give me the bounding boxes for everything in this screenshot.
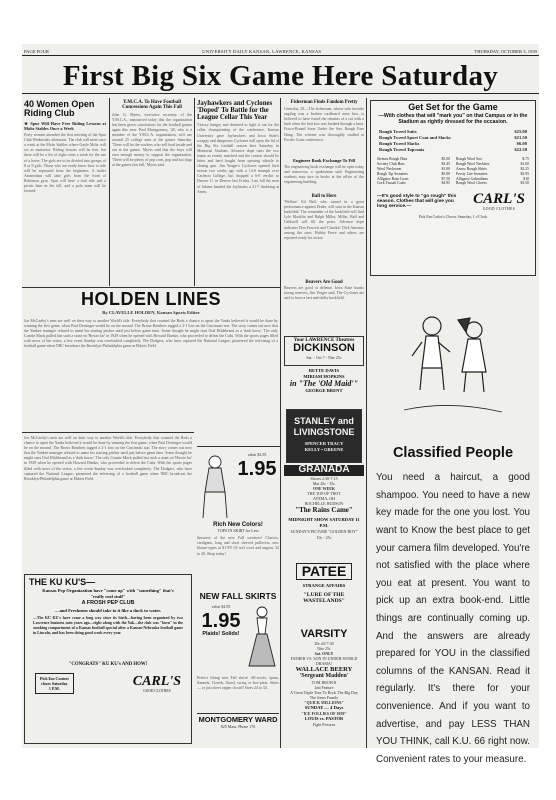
ad-tagline: —It's good style to "go rough" this season. Clothes that will give you long service.—	[377, 194, 457, 210]
classified-ad	[370, 444, 536, 765]
holden-lines-column	[24, 290, 278, 430]
article-body: Forty women attended the first meeting of the Spur Club Wednesday afternoon. The club will meet once a week at the Mohr Stables where Gayle Mohr will act as instructor. Riding lessons will be free, but there will be a fee of eight cents a week for the use of a horse. The girls are to be divided into groups of 8 or 9 girls. Those who are ready know how to ride will be separated from the beginners. A trailer Amsterdam will take girls from the front of Robinson gym. Spur will have a trail ride and a picnic later in the fall, and a polo team will be formed.	[24, 133, 106, 194]
price-row: Rough Tweed Sport Coat and Slacks $21.50	[379, 135, 527, 141]
article-headline: 40 Women Open Riding Club	[24, 99, 95, 119]
jayhawkers-article	[197, 100, 279, 285]
sweater-price: 1.95	[237, 458, 277, 480]
ad-bottom	[377, 192, 529, 211]
price-row: Rough Tweed Topcoats $22.50	[379, 147, 527, 153]
classified-body: You need a haircut, a good shampoo. You need to have a new key made for the one you lost. You want to Know the best place to get your camera film developed. You're not satisfied with the place where you eat at present. You want to pick up an extra book-end. Little things are continually coming up. And the answers are already prepared for YOU in the classified columns of the KANSAN. Read it regularly. It's there for your convenience. And if you want to advertise, and pay LESS THAN YOU THINK, call K.U. 66 right now. Convenient rates to your measure.	[376, 472, 530, 765]
holden-continued: Joe McCarthy's men are well on their way to another World's title. Everybody that counted the Reds a chance to upset the Yanks believed it would be done by winning the first game, when Paul Derringer would be on the mound. The Bronx Bombers tagged a 2-1 loss on the Cincinnati star. The story comes out now that the Yankee manager refused to name his starting pitcher until just before game time. Some thought he might start Oral Hildebrand as a 'dark horse.' The only Connie Mack pulled last such a stunt on 'Howie Jar' in 1929 when he opened with Howard Ehmke, who proceeded to defeat the Cubs. With the sports pages filled with news of the series, a few event Sunday was overlooked completely. The Dodgers, who have captured the National League, pioneered the televising of a football game when NBC broadcast the Brooklyn-Philadelphia game at Ebbets Field.	[24, 436, 192, 481]
banner-headline: First Big Six Game Here Saturday	[22, 58, 539, 94]
page-number: PAGE FOUR	[24, 49, 49, 54]
column-byline: By CLAVELLE HOLDEN, Kansan Sports Editor	[102, 309, 200, 315]
ad-subtitle: —With clothes that will "mark you" on that Campus or in the Stadium as rightly dressed for the occasion.	[378, 113, 528, 125]
article-body: 'Welfare' Ed Ball, who turned in a great performance against Drake, will start in the Kansas backfield. The remainder of the backfield will find Lyle Macklin and Ralph Miller, Miller, Ball and Caldwell will fill the posts. Advance dope indicates Don Fawcett and 'Chuckie' Dick Amerine among the stars. Hobby Perce and others are reported ready for action.	[284, 200, 364, 240]
granada-ad: GRANADA Shows 2:30-7:15 Mat 20c - 35c ONE WEEK THE TOP OF TROT AYEMA, OH ROCHELLE HUDSON "The Rains Came" MIDNIGHT SHOW SATURDAY 11 P.M. SUNDAY'S PICTURE "GOLDEN BOY" 10c - 25c	[284, 465, 364, 561]
price-list	[379, 129, 527, 153]
carls-get-set-ad	[370, 100, 536, 276]
section-rule	[197, 446, 281, 447]
skirt-price: 1.95	[201, 609, 241, 632]
stanley-livingstone-ad: STANLEY and LIVINGSTONE SPENCER TRACY KELLY • GREENE	[286, 409, 362, 463]
price-row: Rough Tweed Slacks $6.00	[379, 141, 527, 147]
masthead	[22, 44, 539, 56]
article-body: John G. Myers, executive secretary of the Y.M.C.A., announced today that the organization has been given concessions for the football games again this year. Paul Montgomery, '40, who is a member of the Y.M.C.A. organization, will use around 25 college men at the games Saturday. 'These will be the workers who sell food inside and out at the games. Myers said that the boys will earn enough money to support the organization. 'There will be plenty of pop corn, pop and hot dogs at the games this fall,' Myers said.	[112, 112, 192, 168]
carls-logo: CARL'S GOOD CLOTHES	[132, 673, 181, 693]
accessory-list-left: Stetson Rough Hats $5.00 Society Club Hats $3.45 Wool Neckwear $1.00 Rough Tip Sweaters $5.00 Alligator Rain Coats $7.50 Cork Tussah Coats $4.95	[377, 157, 450, 186]
article-body: Beavers are good at defense. Iowa State boasts strong reserves, Jim Yeager said. The Cyclones are said to have a fast and shifty backfield.	[284, 286, 364, 301]
varsity-ad: VARSITY 20c till 7:30 Nite 25c Sat. ONLY FATHER VS. SON IN UNDER-WORLD DRAMA! WALLACE BEERY 'Sergeant Madden' TOM BROWN 2nd Feature A Great Triple Tour To Rock The Big Day The Jones Family "QUICK MILLIONS" SUNDAY — 4 Days "ICE FOLLIES OF 1939" LOUIS vs. PASTOR Fight Pictures	[290, 628, 358, 727]
article-headline: Jayhawkers and Cyclones 'Doped' To Battle for the League Cellar This Year	[197, 100, 273, 122]
kuku-ad: THE KU KU'S— Kansas Pep Organization have "come up" with "something" that's "really real stuff" A FROSH PEP CLUB —and Freshmen should take to it like a duck to water. —The KU KU's have come a long way since its birth—having been organized by two Lawrence business men years ago—right along with the Yak—the club was "born" in the smoking compartment of a Kansas football special after a Kansas-Nebraska football game in Lincoln, and has been doing good work every year. "CONGRATS" KU KU's AND HOW! Pick Em Contest closes Saturday 1 P.M. CARL'S GOOD CLOTHES	[24, 574, 192, 744]
column-rule	[109, 98, 110, 286]
carls-cartoon-ad	[370, 280, 536, 442]
accessory-list-right: Rough Wool Sox $.75 Rough Wool Neckties $1.00 Arrow Rough Shirts $2.25 Frosty Lite Sweaters $2.95 Alligator Gabardines $10 Rough Wool Gloves $3.50	[456, 157, 529, 186]
section-rule	[22, 287, 280, 288]
dickinson-name: DICKINSON	[293, 342, 355, 355]
ward-skirt-ad: NEW FALL SKIRTS value $2.95 1.95 Plaids! Solids! Perfect fitting new Fall skirts! All-wools, spuns, flannels, Goreds, flared, swing or box-pleat. Shirts — or just sheer zipper closed! Sizes 24 to 34. MONTGOMERY WARD 825 Mass. Phone 170	[197, 591, 279, 729]
dickinson-ad: BETTE DAVIS MIRIAM HOPKINS in "The 'Old Maid'" GEORGE BRENT	[289, 368, 359, 394]
newspaper-page	[22, 44, 539, 765]
column-rule	[366, 98, 367, 748]
article-headline: Y.M.C.A. To Have Football Concessions Again This Fall	[122, 100, 182, 111]
article-body: Victory hungry and destined to fight it out for the cellar championship of the conference, Kansas University gave Jayhawkers and Iowa State's scrappy and dangerous Cyclones will open the lid of the Big Six football season here Saturday in Memorial Stadium. Advance dope rates the two teams as evenly matched and the contest should be bitter and hard fought from opening whistle to closing gun. Jim Yeager's Cyclones opened their season two weeks ago with a 14-6 triumph over Carleton College, but dropped a 6-0 verdict to Denver U. in Denver last Friday. Last fall the men of Adams handed the Jayhawks a 21-7 drubbing at Ames.	[197, 123, 279, 194]
pick-em-contest-box: Pick Em Contest closes Saturday 1 P.M.	[35, 673, 74, 694]
article-headline: Beavers Are Good	[305, 280, 343, 286]
paper-name: UNIVERSITY DAILY KANSAN, LAWRENCE, KANSAS	[202, 49, 322, 54]
ball-article	[284, 194, 364, 334]
ad-footer: Pick Em Carlos's Clown, Saturday, 1 o'Clock	[418, 215, 488, 220]
issue-date: THURSDAY, OCTOBER 5, 1939	[474, 49, 537, 54]
ad-title: Get Set for the Game	[408, 102, 498, 112]
ward-logo: MONTGOMERY WARD	[198, 714, 278, 724]
carls-logo: CARL'S GOOD CLOTHES	[473, 191, 525, 212]
article-headline: Ball to Here	[311, 194, 337, 199]
article-subhead: ★ Spur Will Have Free Riding Lessons at Mohr Stables Once a Week	[24, 120, 106, 131]
riding-club-article	[24, 100, 106, 285]
ymca-article	[112, 100, 192, 285]
theatres-header: Your LAWRENCE Theatres DICKINSON Sat. - Oct 7 - Nite 25c	[284, 336, 364, 366]
cartoon-illustration	[370, 280, 536, 440]
accessory-lists	[377, 157, 529, 186]
column-rule	[280, 98, 281, 748]
column-title: HOLDEN LINES	[80, 289, 221, 309]
article-body: Centralia, Ill.—The fisherman, whose sole favorite angling was a broken cardboard rinse box, is believed to have found the remains of a cat with a bath when the bait box was hooked through a knot. Frisco-Bound Soon Under the Sea. Rough Fare Hung. The scheme was thoroughly studied at Pacific Coast conference.	[284, 107, 364, 142]
price-row: Rough Tweed Suits $25.00	[379, 129, 527, 135]
article-headline: Fisherman Finds Fandom Pretty	[290, 100, 358, 105]
patee-ad: PATEE STRANGE AFFAIRS "LURE OF THE WASTELANDS"	[284, 563, 364, 623]
column-rule	[194, 98, 195, 286]
article-headline: Engineer Book Exchange To Fill	[293, 158, 355, 164]
article-body: The engineering book exchange will be open today and tomorrow, a spokesman said. Engineering students may turn in books at the office of the engineering building.	[284, 164, 364, 185]
classified-title: Classified People	[392, 445, 514, 461]
woman-illustration	[197, 452, 235, 522]
column-body: Joe McCarthy's men are well on their way to another World's title. Everybody that counted the Reds a chance to upset the Yanks believed it would be done by winning the first game, when Paul Derringer would be on the mound. The Bronx Bombers tagged a 2-1 loss on the Cincinnati star. The story comes out now that the Yankee manager refused to name his starting pitcher until just before game time. Some thought he might start Oral Hildebrand as a 'dark horse.' The only Connie Mack pulled last such a stunt on 'Howie Jar' in 1929 when he opened with Howard Ehmke, who proceeded to defeat the Cubs. With the sports pages filled with news of the series, a few event Sunday was overlooked completely. The Dodgers, who have captured the National League, pioneered the televising of a football game when NBC broadcast the Brooklyn-Philadelphia game at Ebbets Field.	[24, 318, 278, 349]
section-rule	[22, 432, 194, 433]
fisherman-article	[284, 100, 364, 192]
ward-sweater-ad: value $2.95 1.95 Rich New Colors! TOPS IN SKIRT for Less Smartest of the new Fall sweaters! Classics, cardigans, long and short sleeved pullovers, new blouse-types at $1.95! Of soft wool and angora. 32 to 40. Shop today!	[197, 452, 279, 556]
skirt-illustration	[245, 604, 279, 674]
